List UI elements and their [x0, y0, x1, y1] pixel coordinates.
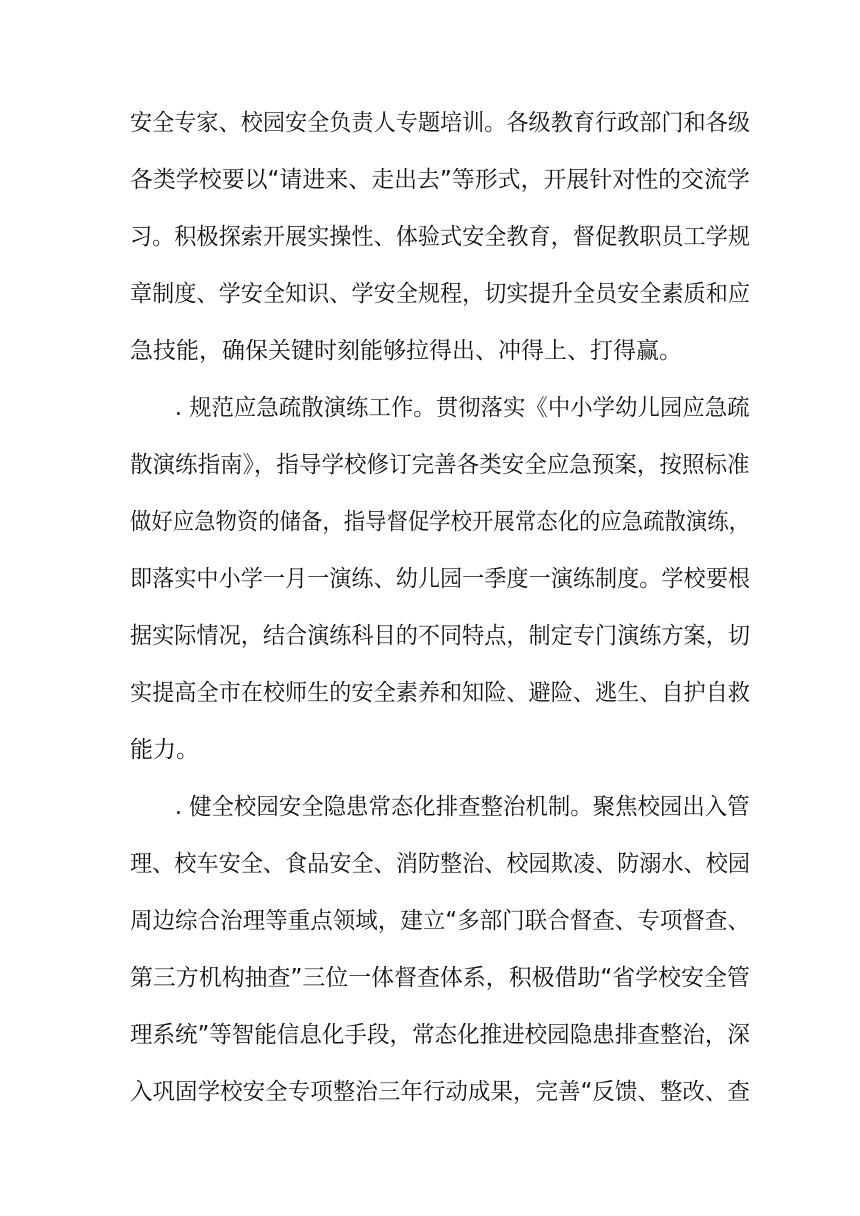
- text-line: 理系统”等智能信息化手段，常态化推进校园隐患排查整治，深: [130, 1022, 750, 1048]
- text-line: 即落实中小学一月一演练、幼儿园一季度一演练制度。学校要根: [130, 566, 750, 592]
- text-line: 各类学校要以“请进来、走出去”等形式，开展针对性的交流学: [130, 167, 750, 193]
- text-line: 第三方机构抽查”三位一体督查体系，积极借助“省学校安全管: [130, 965, 750, 991]
- text-line: 据实际情况，结合演练科目的不同特点，制定专门演练方案，切: [130, 623, 750, 649]
- text-line: 散演练指南》，指导学校修订完善各类安全应急预案，按照标准: [130, 452, 750, 478]
- text-line: 急技能，确保关键时刻能够拉得出、冲得上、打得赢。: [130, 338, 682, 364]
- text-line: 能力。: [130, 737, 199, 763]
- paragraph-heading-line: . 规范应急疏散演练工作。贯彻落实《中小学幼儿园应急疏: [130, 395, 750, 421]
- paragraph-heading-line: . 健全校园安全隐患常态化排查整治机制。聚焦校园出入管: [130, 794, 750, 820]
- text-line: 习。积极探索开展实操性、体验式安全教育，督促教职员工学规: [130, 224, 750, 250]
- text-line: 理、校车安全、食品安全、消防整治、校园欺凌、防溺水、校园: [130, 851, 750, 877]
- text-line: 章制度、学安全知识、学安全规程，切实提升全员安全素质和应: [130, 281, 750, 307]
- text-line: 周边综合治理等重点领域，建立“多部门联合督查、专项督查、: [130, 908, 750, 934]
- text-line: 安全专家、校园安全负责人专题培训。各级教育行政部门和各级: [130, 110, 750, 136]
- text-line: 实提高全市在校师生的安全素养和知险、避险、逃生、自护自救: [130, 680, 750, 706]
- text-line: 做好应急物资的储备，指导督促学校开展常态化的应急疏散演练，: [130, 509, 750, 535]
- text-line: 入巩固学校安全专项整治三年行动成果，完善“反馈、整改、查: [130, 1079, 750, 1105]
